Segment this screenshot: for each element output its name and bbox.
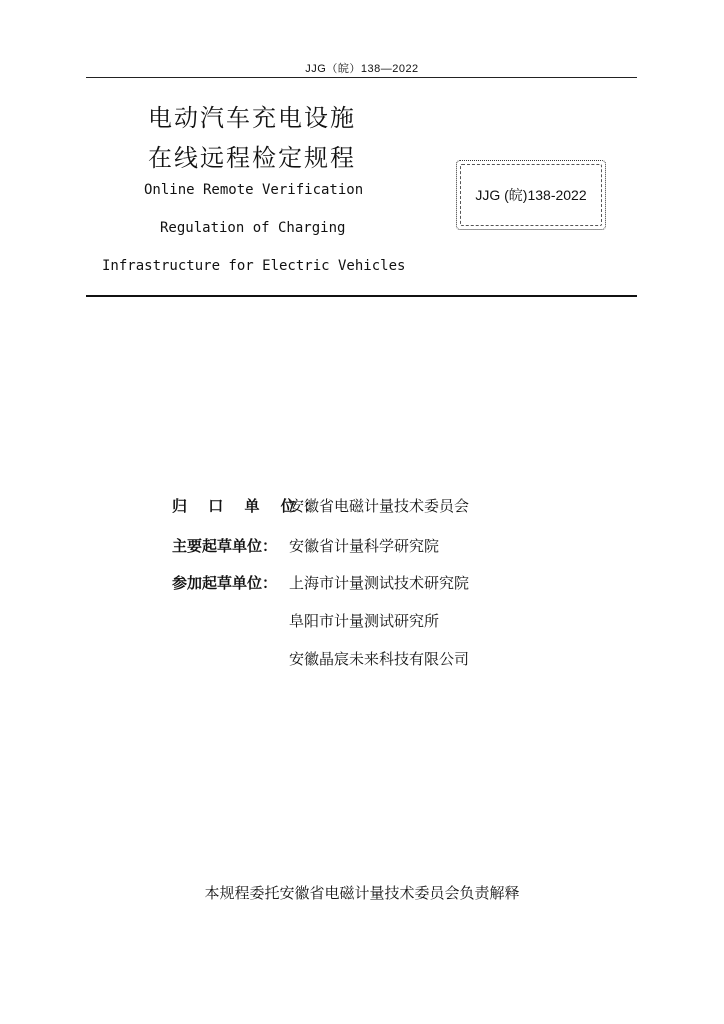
chinese-title-line-2: 在线远程检定规程 (148, 144, 356, 172)
english-title-line-2: Regulation of Charging (160, 220, 346, 236)
responsible-unit-label: 归 口 单 位： (172, 497, 327, 515)
english-title-line-3: Infrastructure for Electric Vehicles (102, 258, 406, 274)
label-spacer (172, 610, 289, 631)
main-drafter-row (172, 535, 439, 556)
interpretation-note: 本规程委托安徽省电磁计量技术委员会负责解释 (204, 884, 520, 902)
standard-code-text: JJG (皖)138-2022 (475, 187, 587, 203)
label-spacer (172, 648, 289, 669)
participating-drafter-row (172, 572, 469, 593)
participating-drafter-row (172, 610, 439, 631)
participating-drafter-value: 上海市计量测试技术研究院 (289, 574, 470, 592)
header-divider (86, 77, 637, 78)
responsible-unit-row (172, 495, 469, 516)
participating-drafter-row (172, 648, 469, 669)
participating-drafter-value: 安徽晶宸未来科技有限公司 (289, 650, 470, 668)
english-title-line-1: Online Remote Verification (144, 182, 364, 198)
responsible-unit-value: 安徽省电磁计量技术委员会 (289, 497, 470, 515)
chinese-title-line-1: 电动汽车充电设施 (148, 104, 356, 132)
main-drafter-label: 主要起草单位： (172, 537, 278, 555)
title-divider (86, 295, 637, 297)
participating-drafter-label: 参加起草单位： (172, 574, 278, 592)
main-drafter-value: 安徽省计量科学研究院 (289, 537, 440, 555)
running-header-code: JJG（皖）138—2022 (305, 63, 419, 75)
standard-code-box (456, 160, 606, 230)
participating-drafter-value: 阜阳市计量测试研究所 (289, 612, 440, 630)
